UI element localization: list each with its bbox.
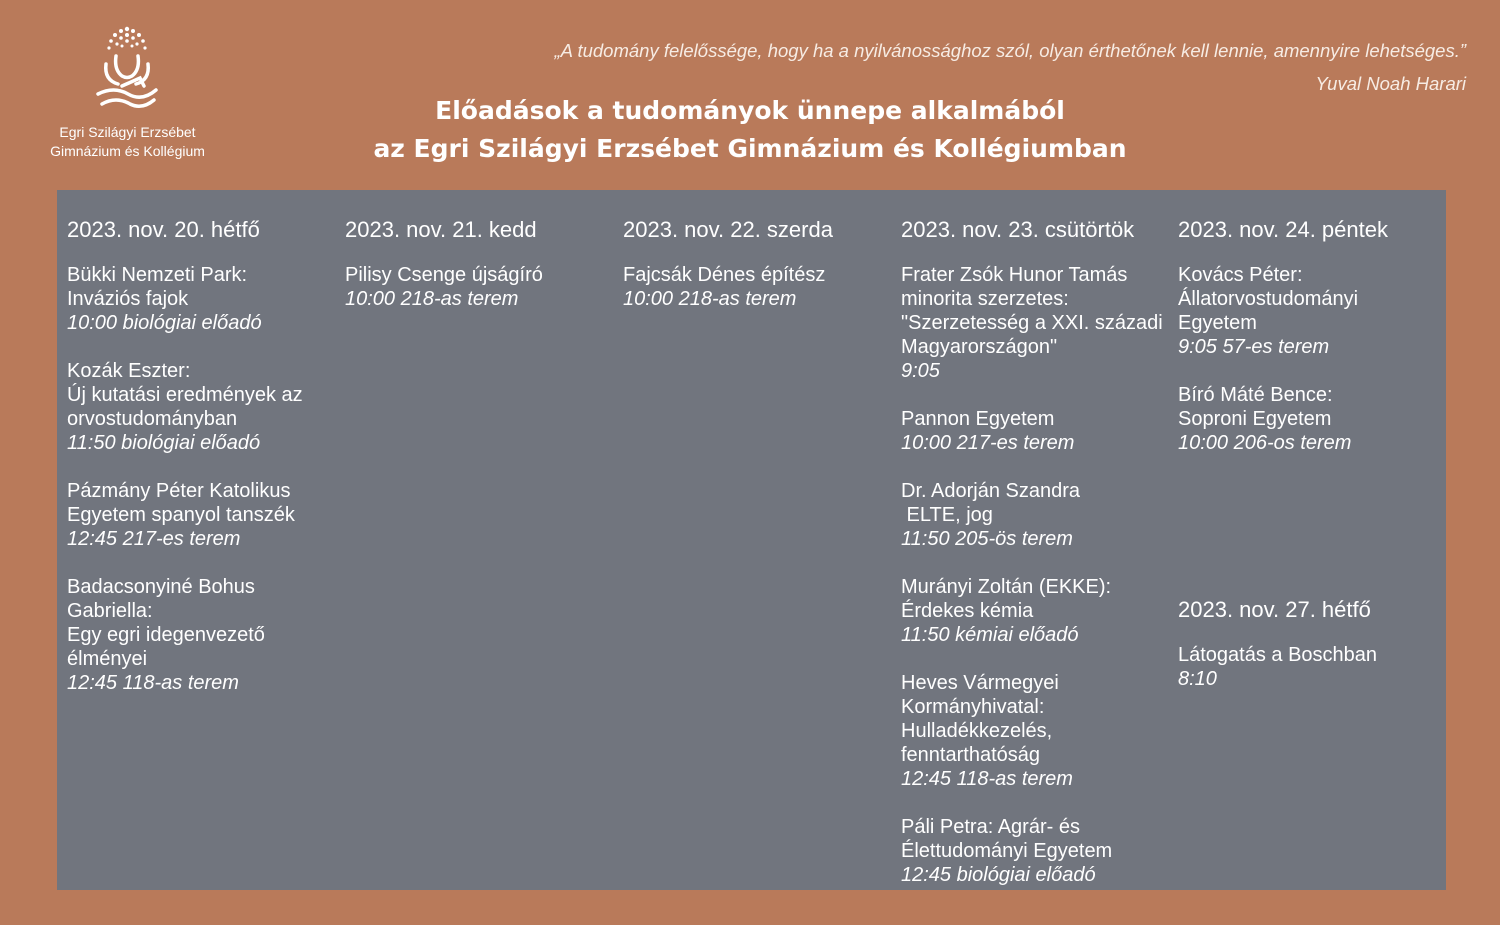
event-text: Egyetem spanyol tanszék	[67, 504, 295, 526]
school-emblem-icon	[92, 24, 162, 116]
event-entry	[67, 359, 332, 455]
event-text: élményei	[67, 648, 148, 670]
day-column	[67, 214, 332, 719]
event-time: 8:10	[1178, 668, 1217, 690]
event-text: "Szerzetesség a XXI. századi	[901, 312, 1163, 334]
day-heading: 2023. nov. 27. hétfő	[1178, 597, 1371, 622]
event-text: fenntarthatóság	[901, 744, 1040, 766]
event-time: 12:45 217-es terem	[67, 528, 241, 550]
event-text: Frater Zsók Hunor Tamás	[901, 264, 1128, 286]
event-entry	[901, 479, 1166, 551]
event-entry	[901, 815, 1166, 887]
quote	[466, 34, 1466, 100]
day-column	[345, 214, 610, 335]
event-time: 9:05	[901, 360, 940, 382]
event-text: Kormányhivatal:	[901, 696, 1045, 718]
event-time: 12:45 118-as terem	[67, 672, 239, 694]
day-heading: 2023. nov. 20. hétfő	[67, 217, 260, 242]
event-entry	[1178, 263, 1443, 359]
school-name	[30, 123, 225, 161]
event-time: 11:50 biológiai előadó	[67, 432, 261, 454]
event-text: Hulladékkezelés,	[901, 720, 1053, 742]
event-time: 12:45 118-as terem	[901, 768, 1073, 790]
event-time: 12:45 biológiai előadó	[901, 864, 1096, 886]
day-heading: 2023. nov. 23. csütörtök	[901, 217, 1135, 242]
event-text: Élettudományi Egyetem	[901, 840, 1113, 862]
event-time: 11:50 205-ös terem	[901, 528, 1073, 550]
event-entry	[67, 575, 332, 695]
event-time: 10:00 218-as terem	[345, 288, 519, 310]
event-text: Gabriella:	[67, 600, 153, 622]
event-text: Állatorvostudományi	[1178, 288, 1359, 310]
day-column	[1178, 214, 1443, 715]
day-heading: 2023. nov. 21. kedd	[345, 217, 537, 242]
event-entry	[67, 479, 332, 551]
event-text: Páli Petra: Agrár- és	[901, 816, 1080, 838]
event-text: Pannon Egyetem	[901, 408, 1055, 430]
event-text: orvostudományban	[67, 408, 238, 430]
event-time: 11:50 kémiai előadó	[901, 624, 1079, 646]
schedule-panel	[57, 190, 1446, 890]
event-entry	[901, 575, 1166, 647]
event-text: Inváziós fajok	[67, 288, 189, 310]
event-text: Pilisy Csenge újságíró	[345, 264, 543, 286]
event-entry	[901, 407, 1166, 455]
event-text: Kovács Péter:	[1178, 264, 1303, 286]
event-text: Soproni Egyetem	[1178, 408, 1332, 430]
event-text: Fajcsák Dénes építész	[623, 264, 826, 286]
event-text: Magyarországon"	[901, 336, 1058, 358]
event-time: 10:00 218-as terem	[623, 288, 797, 310]
day-column	[623, 214, 888, 335]
event-entry	[1178, 383, 1443, 455]
event-text: Badacsonyiné Bohus	[67, 576, 255, 598]
quote-author: Yuval Noah Harari	[1315, 73, 1466, 94]
event-text: Bükki Nemzeti Park:	[67, 264, 248, 286]
day-heading: 2023. nov. 24. péntek	[1178, 217, 1388, 242]
event-text: Pázmány Péter Katolikus	[67, 480, 291, 502]
title-line: az Egri Szilágyi Erzsébet Gimnázium és Kollégiumban	[373, 134, 1127, 163]
event-text: Bíró Máté Bence:	[1178, 384, 1333, 406]
day-column	[901, 214, 1166, 887]
school-name-line: Egri Szilágyi Erzsébet	[59, 124, 196, 140]
school-logo	[30, 24, 230, 169]
event-text: Murányi Zoltán (EKKE):	[901, 576, 1112, 598]
event-time: 10:00 biológiai előadó	[67, 312, 262, 334]
event-entry	[623, 263, 888, 311]
event-text: Heves Vármegyei	[901, 672, 1059, 694]
event-entry	[67, 263, 332, 335]
quote-text: „A tudomány felelőssége, hogy ha a nyilvánossághoz szól, olyan érthetőnek kell lennie, amennyire lehetséges.”	[554, 40, 1466, 61]
event-entry	[1178, 643, 1443, 691]
event-time: 9:05 57-es terem	[1178, 336, 1330, 358]
event-text: Új kutatási eredmények az	[67, 384, 303, 406]
event-text: Dr. Adorján Szandra	[901, 480, 1080, 502]
event-text: Látogatás a Boschban	[1178, 644, 1378, 666]
event-text: minorita szerzetes:	[901, 288, 1069, 310]
event-entry	[345, 263, 610, 311]
event-text: Érdekes kémia	[901, 600, 1034, 622]
school-name-line: Gimnázium és Kollégium	[50, 143, 205, 159]
event-text: Egyetem	[1178, 312, 1257, 334]
event-time: 10:00 206-os terem	[1178, 432, 1352, 454]
event-text: ELTE, jog	[901, 504, 993, 526]
title-line: Előadások a tudományok ünnepe alkalmából	[435, 96, 1065, 125]
event-time: 10:00 217-es terem	[901, 432, 1075, 454]
event-entry	[901, 671, 1166, 791]
day-heading: 2023. nov. 22. szerda	[623, 217, 833, 242]
page-title	[250, 92, 1250, 168]
event-text: Kozák Eszter:	[67, 360, 191, 382]
event-entry	[901, 263, 1166, 383]
event-text: Egy egri idegenvezető	[67, 624, 265, 646]
